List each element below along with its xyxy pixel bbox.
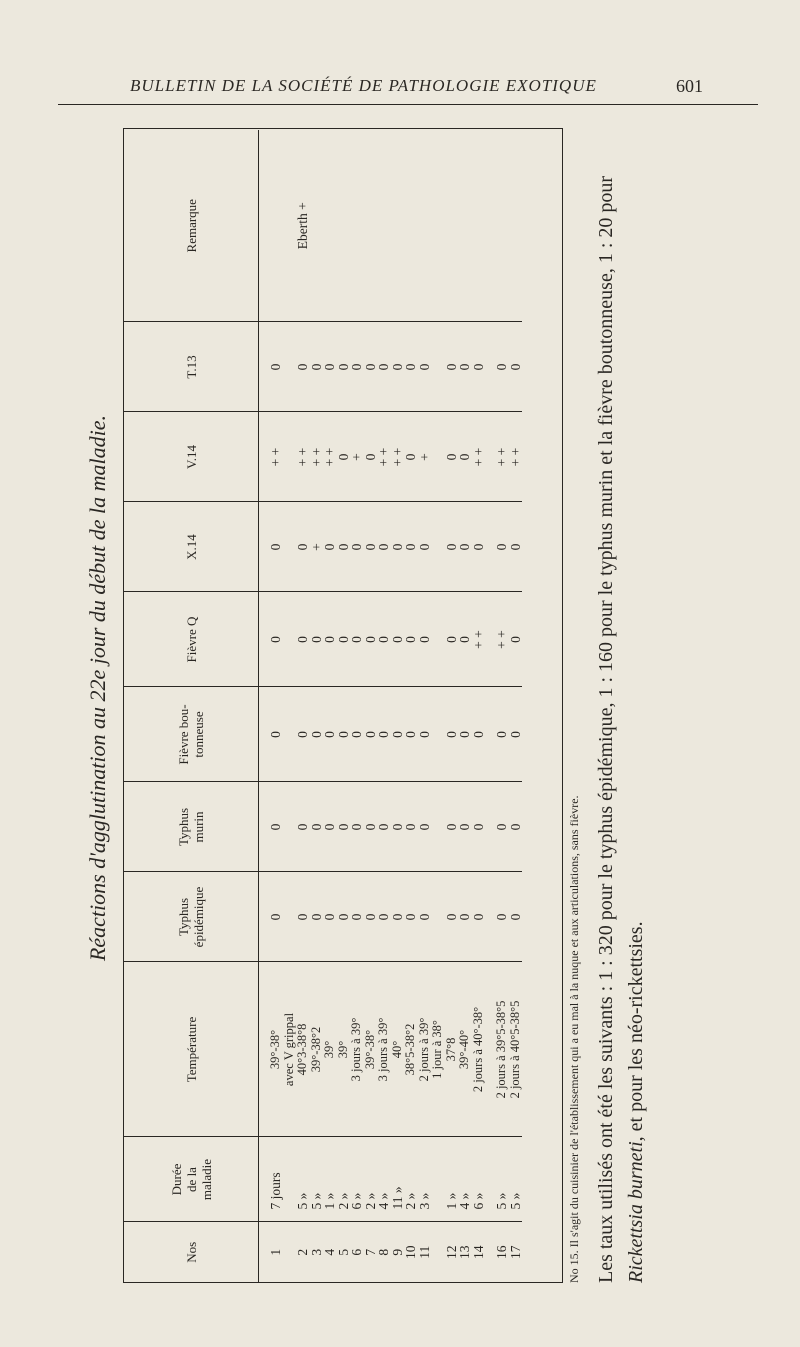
table-row bbox=[472, 130, 486, 1282]
footnote bbox=[567, 133, 583, 1283]
table-cell: 0 bbox=[377, 322, 391, 412]
table-cell: 2 jours à 39°5-38°5 bbox=[495, 962, 509, 1137]
table-cell bbox=[485, 130, 495, 322]
table-cell: 38°5-38°2 bbox=[404, 962, 418, 1137]
table-cell bbox=[431, 687, 445, 782]
table-row bbox=[485, 130, 495, 1282]
table-cell: 0 bbox=[445, 502, 459, 592]
table-cell: + + bbox=[495, 592, 509, 687]
table-cell bbox=[404, 130, 418, 322]
table-cell: 0 bbox=[404, 322, 418, 412]
table-cell bbox=[283, 782, 297, 872]
conclusion-species: Rickettsia burneti bbox=[625, 1141, 647, 1283]
table-cell: 2 jours à 40°5-38°5 bbox=[509, 962, 523, 1137]
table-cell: 0 bbox=[509, 502, 523, 592]
table-cell bbox=[283, 592, 297, 687]
table-row bbox=[364, 130, 378, 1282]
table-cell: 0 bbox=[350, 687, 364, 782]
table-cell: 0 bbox=[364, 782, 378, 872]
table-cell: 39° bbox=[323, 962, 337, 1137]
column-header: Typhus murin bbox=[124, 782, 259, 872]
table-cell: 0 bbox=[509, 322, 523, 412]
table-cell: 0 bbox=[364, 502, 378, 592]
table-row bbox=[350, 130, 364, 1282]
table-cell: + bbox=[310, 502, 324, 592]
table-cell bbox=[283, 502, 297, 592]
table-cell: 0 bbox=[472, 687, 486, 782]
table-cell: 0 bbox=[418, 322, 432, 412]
table-cell bbox=[431, 1222, 445, 1282]
table-cell: 0 bbox=[337, 687, 351, 782]
running-title: BULLETIN DE LA SOCIÉTÉ DE PATHOLOGIE EXOTIQUE bbox=[130, 76, 597, 95]
table-cell: 13 bbox=[458, 1222, 472, 1282]
table-cell: 5 » bbox=[310, 1137, 324, 1222]
table-cell: 0 bbox=[404, 502, 418, 592]
table-row bbox=[337, 130, 351, 1282]
table-cell bbox=[431, 872, 445, 962]
table-cell: 0 bbox=[404, 782, 418, 872]
table-header-row bbox=[124, 130, 259, 1282]
table-row bbox=[259, 130, 283, 1282]
table-cell bbox=[431, 1137, 445, 1222]
table-cell: 0 bbox=[310, 687, 324, 782]
table-cell bbox=[283, 1222, 297, 1282]
table-cell: 0 bbox=[391, 322, 405, 412]
table-cell bbox=[431, 322, 445, 412]
table-cell bbox=[418, 130, 432, 322]
table-cell: 0 bbox=[472, 502, 486, 592]
table-cell: 0 bbox=[404, 687, 418, 782]
column-header: V.14 bbox=[124, 412, 259, 502]
table-row bbox=[377, 130, 391, 1282]
table-body bbox=[259, 130, 523, 1282]
table-cell: 0 bbox=[458, 872, 472, 962]
table-cell: + + bbox=[377, 412, 391, 502]
table-cell: 4 bbox=[323, 1222, 337, 1282]
footnote-text: Il s'agit du cuisinier de l'établissement qui a eu mal à la nuque et aux articulations, sans fièvre. bbox=[567, 795, 581, 1248]
table-cell: 0 bbox=[391, 782, 405, 872]
table-cell: 0 bbox=[259, 502, 283, 592]
table-cell: 39°-38° bbox=[259, 962, 283, 1137]
table-cell: 0 bbox=[296, 592, 310, 687]
column-header: X.14 bbox=[124, 502, 259, 592]
table-cell bbox=[323, 130, 337, 322]
table-cell: 2 bbox=[296, 1222, 310, 1282]
table-cell: 7 bbox=[364, 1222, 378, 1282]
table-row bbox=[296, 130, 310, 1282]
table-cell: 0 bbox=[310, 592, 324, 687]
column-header: Température bbox=[124, 962, 259, 1137]
table-cell: 0 bbox=[350, 502, 364, 592]
table-caption: Réactions d'agglutination au 22e jour du début de la maladie. bbox=[85, 414, 110, 962]
table-cell: 0 bbox=[509, 872, 523, 962]
table-cell bbox=[485, 1137, 495, 1222]
table-cell: 5 » bbox=[509, 1137, 523, 1222]
table-cell: 0 bbox=[391, 872, 405, 962]
table-cell bbox=[283, 872, 297, 962]
table-cell: 0 bbox=[418, 872, 432, 962]
column-header: Typhus épidémique bbox=[124, 872, 259, 962]
table-cell bbox=[259, 130, 283, 322]
table-cell: 0 bbox=[337, 592, 351, 687]
table-cell: 0 bbox=[323, 502, 337, 592]
table-cell: 0 bbox=[391, 592, 405, 687]
table-cell: 14 bbox=[472, 1222, 486, 1282]
table-cell: 0 bbox=[377, 687, 391, 782]
table-cell: 0 bbox=[418, 687, 432, 782]
table-cell bbox=[364, 130, 378, 322]
table-cell bbox=[431, 502, 445, 592]
table-cell: 39°-40° bbox=[458, 962, 472, 1137]
table-cell: 0 bbox=[350, 872, 364, 962]
table-cell: 2 » bbox=[337, 1137, 351, 1222]
table-cell: + bbox=[350, 412, 364, 502]
rotated-table-page bbox=[85, 113, 665, 1298]
table-cell: 5 » bbox=[296, 1137, 310, 1222]
table-cell: 3 » bbox=[418, 1137, 432, 1222]
table-cell: 0 bbox=[404, 592, 418, 687]
table-box bbox=[123, 128, 563, 1283]
table-cell: 0 bbox=[458, 412, 472, 502]
table-cell: 0 bbox=[445, 687, 459, 782]
table-row bbox=[391, 130, 405, 1282]
table-cell: 40° bbox=[391, 962, 405, 1137]
column-header: Remarque bbox=[124, 130, 259, 322]
column-header: Fièvre bou- tonneuse bbox=[124, 687, 259, 782]
table-cell: 0 bbox=[296, 872, 310, 962]
table-cell: 0 bbox=[404, 412, 418, 502]
table-cell: 0 bbox=[445, 592, 459, 687]
table-cell: avec V grippal bbox=[283, 962, 297, 1137]
column-header: Fièvre Q bbox=[124, 592, 259, 687]
table-cell bbox=[431, 592, 445, 687]
table-cell: 0 bbox=[337, 872, 351, 962]
table-cell: + + bbox=[391, 412, 405, 502]
table-cell bbox=[350, 130, 364, 322]
table-row bbox=[310, 130, 324, 1282]
table-cell: 2 jours à 40°-38° bbox=[472, 962, 486, 1137]
table-row bbox=[458, 130, 472, 1282]
table-cell: 2 jours à 39° bbox=[418, 962, 432, 1137]
table-cell: 0 bbox=[350, 592, 364, 687]
table-cell: 0 bbox=[509, 782, 523, 872]
table-cell: 0 bbox=[259, 872, 283, 962]
table-cell: 0 bbox=[495, 502, 509, 592]
table-cell: 6 » bbox=[472, 1137, 486, 1222]
table-cell: 4 » bbox=[458, 1137, 472, 1222]
table-cell: 3 bbox=[310, 1222, 324, 1282]
table-cell: 0 bbox=[377, 782, 391, 872]
conclusion-text-2: , et pour les néo-rickettsies. bbox=[625, 921, 647, 1142]
table-cell: 0 bbox=[310, 782, 324, 872]
table-cell: 0 bbox=[337, 322, 351, 412]
table-cell: 0 bbox=[364, 872, 378, 962]
table-cell: 2 » bbox=[364, 1137, 378, 1222]
table-cell: 1 » bbox=[445, 1137, 459, 1222]
table-cell: 40°3-38°8 bbox=[296, 962, 310, 1137]
table-cell: 0 bbox=[296, 322, 310, 412]
table-cell: 0 bbox=[472, 872, 486, 962]
table-row bbox=[418, 130, 432, 1282]
table-cell: 37°8 bbox=[445, 962, 459, 1137]
table-cell: 0 bbox=[296, 687, 310, 782]
table-cell: 0 bbox=[458, 502, 472, 592]
table-cell: 0 bbox=[323, 872, 337, 962]
table-cell: 0 bbox=[323, 592, 337, 687]
table-cell: 11 » bbox=[391, 1137, 405, 1222]
table-cell bbox=[509, 130, 523, 322]
table-row bbox=[431, 130, 445, 1282]
table-cell: 9 bbox=[391, 1222, 405, 1282]
table-cell: 7 jours bbox=[259, 1137, 283, 1222]
table-cell: 0 bbox=[377, 592, 391, 687]
table-cell: 39° bbox=[337, 962, 351, 1137]
table-cell bbox=[283, 130, 297, 322]
table-cell: + + bbox=[472, 412, 486, 502]
table-cell bbox=[431, 130, 445, 322]
table-cell: 0 bbox=[377, 502, 391, 592]
table-row bbox=[495, 130, 509, 1282]
table-cell: 0 bbox=[259, 592, 283, 687]
table-cell: 17 bbox=[509, 1222, 523, 1282]
table-cell: 0 bbox=[404, 872, 418, 962]
agglutination-table bbox=[124, 130, 522, 1282]
table-cell bbox=[283, 412, 297, 502]
table-row bbox=[509, 130, 523, 1282]
table-cell: 0 bbox=[472, 322, 486, 412]
table-cell: 0 bbox=[458, 782, 472, 872]
table-cell: 0 bbox=[259, 322, 283, 412]
table-cell bbox=[472, 130, 486, 322]
table-cell: 1 jour à 38° bbox=[431, 962, 445, 1137]
table-row bbox=[283, 130, 297, 1282]
table-cell: 6 bbox=[350, 1222, 364, 1282]
column-header: T.13 bbox=[124, 322, 259, 412]
footnote-label: No 15. bbox=[567, 1250, 581, 1283]
header-rule bbox=[58, 104, 758, 105]
table-cell: 0 bbox=[495, 322, 509, 412]
table-cell: 0 bbox=[310, 872, 324, 962]
table-cell bbox=[310, 130, 324, 322]
conclusion-text-1: Les taux utilisés ont été les suivants : 1 : 320 pour le typhus épidémique, 1 : 160 pour le typhus murin et la fièvre boutonneuse, 1 : 20 pour bbox=[595, 175, 617, 1283]
table-cell: 0 bbox=[495, 782, 509, 872]
table-cell: 39°-38°2 bbox=[310, 962, 324, 1137]
table-cell: 2 » bbox=[404, 1137, 418, 1222]
table-cell: 0 bbox=[323, 687, 337, 782]
table-cell bbox=[495, 130, 509, 322]
table-cell: 0 bbox=[495, 872, 509, 962]
table-cell: 0 bbox=[391, 502, 405, 592]
table-cell bbox=[283, 322, 297, 412]
table-cell: 0 bbox=[259, 687, 283, 782]
table-cell bbox=[431, 412, 445, 502]
table-cell: 16 bbox=[495, 1222, 509, 1282]
table-cell: 0 bbox=[418, 782, 432, 872]
table-cell: 0 bbox=[445, 782, 459, 872]
table-cell: 0 bbox=[350, 322, 364, 412]
table-cell: 0 bbox=[418, 592, 432, 687]
table-cell: Eberth + bbox=[295, 202, 310, 250]
table-cell bbox=[458, 130, 472, 322]
table-cell: 0 bbox=[445, 322, 459, 412]
table-cell: + bbox=[418, 412, 432, 502]
table-cell: 0 bbox=[472, 782, 486, 872]
table-cell: 0 bbox=[458, 322, 472, 412]
table-cell: 0 bbox=[310, 322, 324, 412]
column-header: Durée de la maladie bbox=[124, 1137, 259, 1222]
table-cell: 0 bbox=[296, 502, 310, 592]
table-cell: 0 bbox=[495, 687, 509, 782]
table-cell: 0 bbox=[364, 592, 378, 687]
page-number: 601 bbox=[676, 76, 703, 96]
table-cell: + + bbox=[310, 412, 324, 502]
table-cell: 8 bbox=[377, 1222, 391, 1282]
table-cell: 12 bbox=[445, 1222, 459, 1282]
table-row bbox=[445, 130, 459, 1282]
table-cell: + + bbox=[472, 592, 486, 687]
table-cell bbox=[391, 130, 405, 322]
table-cell: 0 bbox=[337, 502, 351, 592]
table-cell: 0 bbox=[391, 687, 405, 782]
table-row bbox=[323, 130, 337, 1282]
table-cell: + + bbox=[509, 412, 523, 502]
table-cell: 0 bbox=[418, 502, 432, 592]
table-cell bbox=[377, 130, 391, 322]
table-cell: 1 » bbox=[323, 1137, 337, 1222]
table-cell bbox=[283, 1137, 297, 1222]
table-cell bbox=[431, 782, 445, 872]
table-cell: 0 bbox=[458, 687, 472, 782]
table-cell: 0 bbox=[337, 412, 351, 502]
table-cell: 0 bbox=[445, 412, 459, 502]
table-cell: 5 » bbox=[495, 1137, 509, 1222]
table-cell: 3 jours à 39° bbox=[350, 962, 364, 1137]
table-cell: 0 bbox=[458, 592, 472, 687]
column-header: Nos bbox=[124, 1222, 259, 1282]
table-cell: + + bbox=[296, 412, 310, 502]
table-cell bbox=[445, 130, 459, 322]
table-cell: 3 jours à 39° bbox=[377, 962, 391, 1137]
table-cell: 0 bbox=[509, 592, 523, 687]
table-cell: 0 bbox=[377, 872, 391, 962]
table-cell bbox=[283, 687, 297, 782]
table-cell: 4 » bbox=[377, 1137, 391, 1222]
table-cell: 11 bbox=[418, 1222, 432, 1282]
table-cell: + + bbox=[259, 412, 283, 502]
table-row bbox=[404, 130, 418, 1282]
table-cell: 39°-38° bbox=[364, 962, 378, 1137]
table-cell: 10 bbox=[404, 1222, 418, 1282]
table-cell: 0 bbox=[364, 322, 378, 412]
table-cell: 6 » bbox=[350, 1137, 364, 1222]
page-body bbox=[85, 113, 665, 1298]
table-cell: 0 bbox=[323, 322, 337, 412]
table-cell: 0 bbox=[364, 412, 378, 502]
page-header bbox=[0, 72, 800, 112]
table-cell: 0 bbox=[259, 782, 283, 872]
table-cell bbox=[337, 130, 351, 322]
table-cell: 5 bbox=[337, 1222, 351, 1282]
table-cell: + + bbox=[495, 412, 509, 502]
table-cell: 0 bbox=[323, 782, 337, 872]
table-cell: 0 bbox=[296, 782, 310, 872]
conclusion-paragraph bbox=[591, 133, 657, 1283]
table-cell: 0 bbox=[509, 687, 523, 782]
table-cell: 0 bbox=[337, 782, 351, 872]
table-cell: 0 bbox=[445, 872, 459, 962]
table-cell: 0 bbox=[350, 782, 364, 872]
table-cell: 1 bbox=[259, 1222, 283, 1282]
table-cell: 0 bbox=[364, 687, 378, 782]
table-cell: + + bbox=[323, 412, 337, 502]
